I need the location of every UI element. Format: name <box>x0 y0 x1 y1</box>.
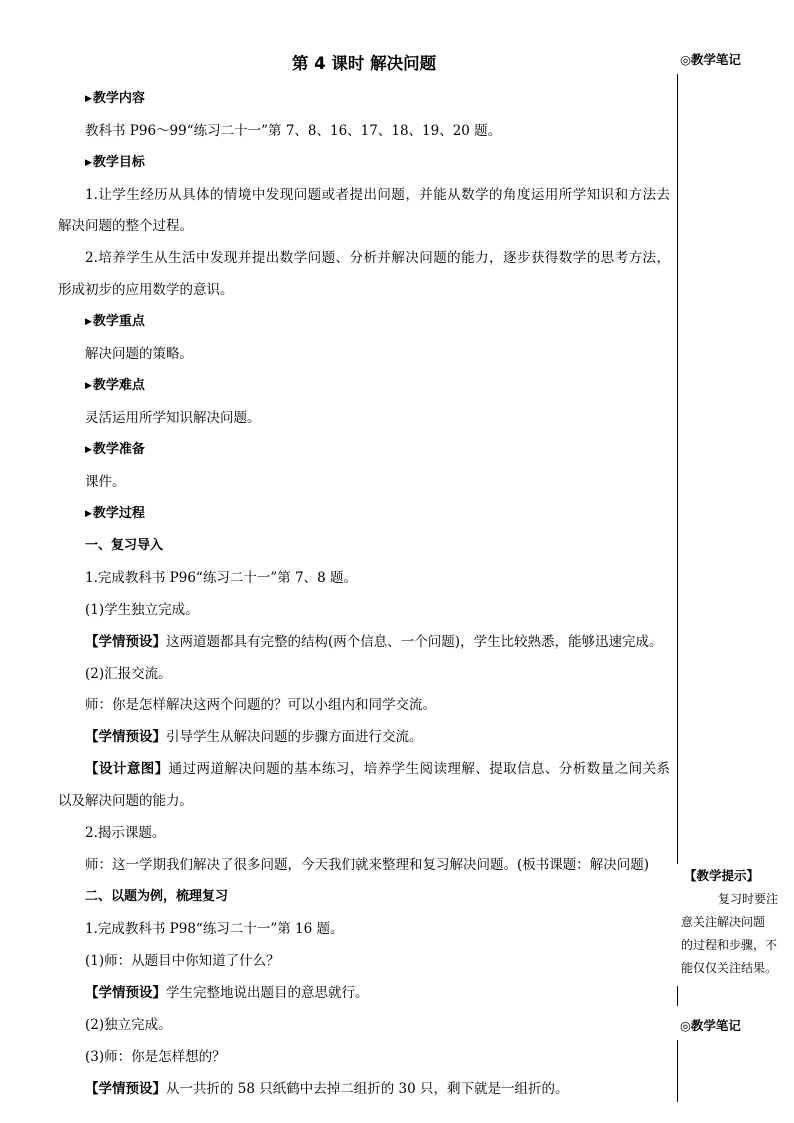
part-2-item-2: (1)师：从题目中你知道了什么？ <box>85 953 280 969</box>
tip-line-4: 能仅仅关注结果。 <box>681 961 778 975</box>
triangle-bullet-icon: ▶ <box>85 158 92 168</box>
part-1-item-6: 师：这一学期我们解决了很多问题，今天我们就来整理和复习解决问题。(板书课题：解决问题) <box>85 857 650 873</box>
goal-1-line-2: 解决问题的整个过程。 <box>58 218 193 234</box>
part-1-design-intent-cont: 以及解决问题的能力。 <box>58 793 193 809</box>
difficulty-text: 灵活运用所学知识解决问题。 <box>85 410 261 426</box>
tip-rule <box>677 986 678 1006</box>
part-2-item-1: 1.完成教科书 P98“练习二十一”第 16 题。 <box>85 921 344 937</box>
preparation-text: 课件。 <box>85 474 126 490</box>
triangle-bullet-icon: ▶ <box>85 445 92 455</box>
tip-line-2: 意关注解决问题 <box>681 915 766 929</box>
goal-2-line-2: 形成初步的应用数学的意识。 <box>58 282 234 298</box>
tip-line-1: 复习时要注 <box>717 892 778 906</box>
part-1-heading: 一、复习导入 <box>85 538 164 553</box>
section-heading-preparation: ▶教学准备 <box>85 442 145 457</box>
part-1-item-4: 师：你是怎样解决这两个问题的？可以小组内和同学交流。 <box>85 697 436 713</box>
part-1-prediction-2: 【学情预设】引导学生从解决问题的步骤方面进行交流。 <box>85 729 423 745</box>
part-2-item-4: (3)师：你是怎样想的？ <box>85 1049 226 1065</box>
content-text: 教科书 P96～99“练习二十一”第 7、8、16、17、18、19、20 题。 <box>85 123 502 139</box>
notes-label-top: ◎教学笔记 <box>680 52 741 67</box>
page-title: 第 4 课时 解决问题 <box>291 54 437 73</box>
notes-rule-bottom <box>677 1040 678 1102</box>
part-2-item-3: (2)独立完成。 <box>85 1017 172 1033</box>
triangle-bullet-icon: ▶ <box>85 317 92 327</box>
part-1-item-5: 2.揭示课题。 <box>85 825 166 841</box>
triangle-bullet-icon: ▶ <box>85 381 92 391</box>
section-heading-difficulty: ▶教学难点 <box>85 378 145 393</box>
part-2-heading: 二、以题为例，梳理复习 <box>85 889 229 904</box>
goal-2-line-1: 2.培养学生从生活中发现并提出数学问题、分析并解决问题的能力，逐步获得数学的思考方法， <box>85 250 670 266</box>
part-1-item-2: (1)学生独立完成。 <box>85 602 199 618</box>
section-heading-key: ▶教学重点 <box>85 314 145 329</box>
triangle-bullet-icon: ▶ <box>85 94 92 104</box>
part-1-prediction-1: 【学情预设】这两道题都具有完整的结构(两个信息、一个问题)，学生比较熟悉，能够迅速完成。 <box>85 634 663 650</box>
section-heading-process: ▶教学过程 <box>85 506 145 521</box>
part-1-item-1: 1.完成教科书 P96“练习二十一”第 7、8 题。 <box>85 570 357 586</box>
goal-1-line-1: 1.让学生经历从具体的情境中发现问题或者提出问题，并能从数学的角度运用所学知识和方法去 <box>85 187 670 203</box>
part-2-prediction-1: 【学情预设】学生完整地说出题目的意思就行。 <box>85 985 369 1001</box>
triangle-bullet-icon: ▶ <box>85 509 92 519</box>
notes-rule-top <box>677 74 678 864</box>
part-1-item-3: (2)汇报交流。 <box>85 666 172 682</box>
part-2-prediction-2: 【学情预设】从一共折的 58 只纸鹤中去掉二组折的 30 只，剩下就是一组折的。 <box>85 1081 569 1097</box>
section-heading-content: ▶教学内容 <box>85 91 145 106</box>
section-heading-goals: ▶教学目标 <box>85 155 145 170</box>
notes-label-bottom: ◎教学笔记 <box>680 1018 741 1033</box>
part-1-design-intent: 【设计意图】通过两道解决问题的基本练习，培养学生阅读理解、提取信息、分析数量之间关系 <box>85 761 671 777</box>
tip-title: 【教学提示】 <box>684 868 760 883</box>
tip-line-3: 的过程和步骤，不 <box>681 938 778 952</box>
key-text: 解决问题的策略。 <box>85 346 193 362</box>
